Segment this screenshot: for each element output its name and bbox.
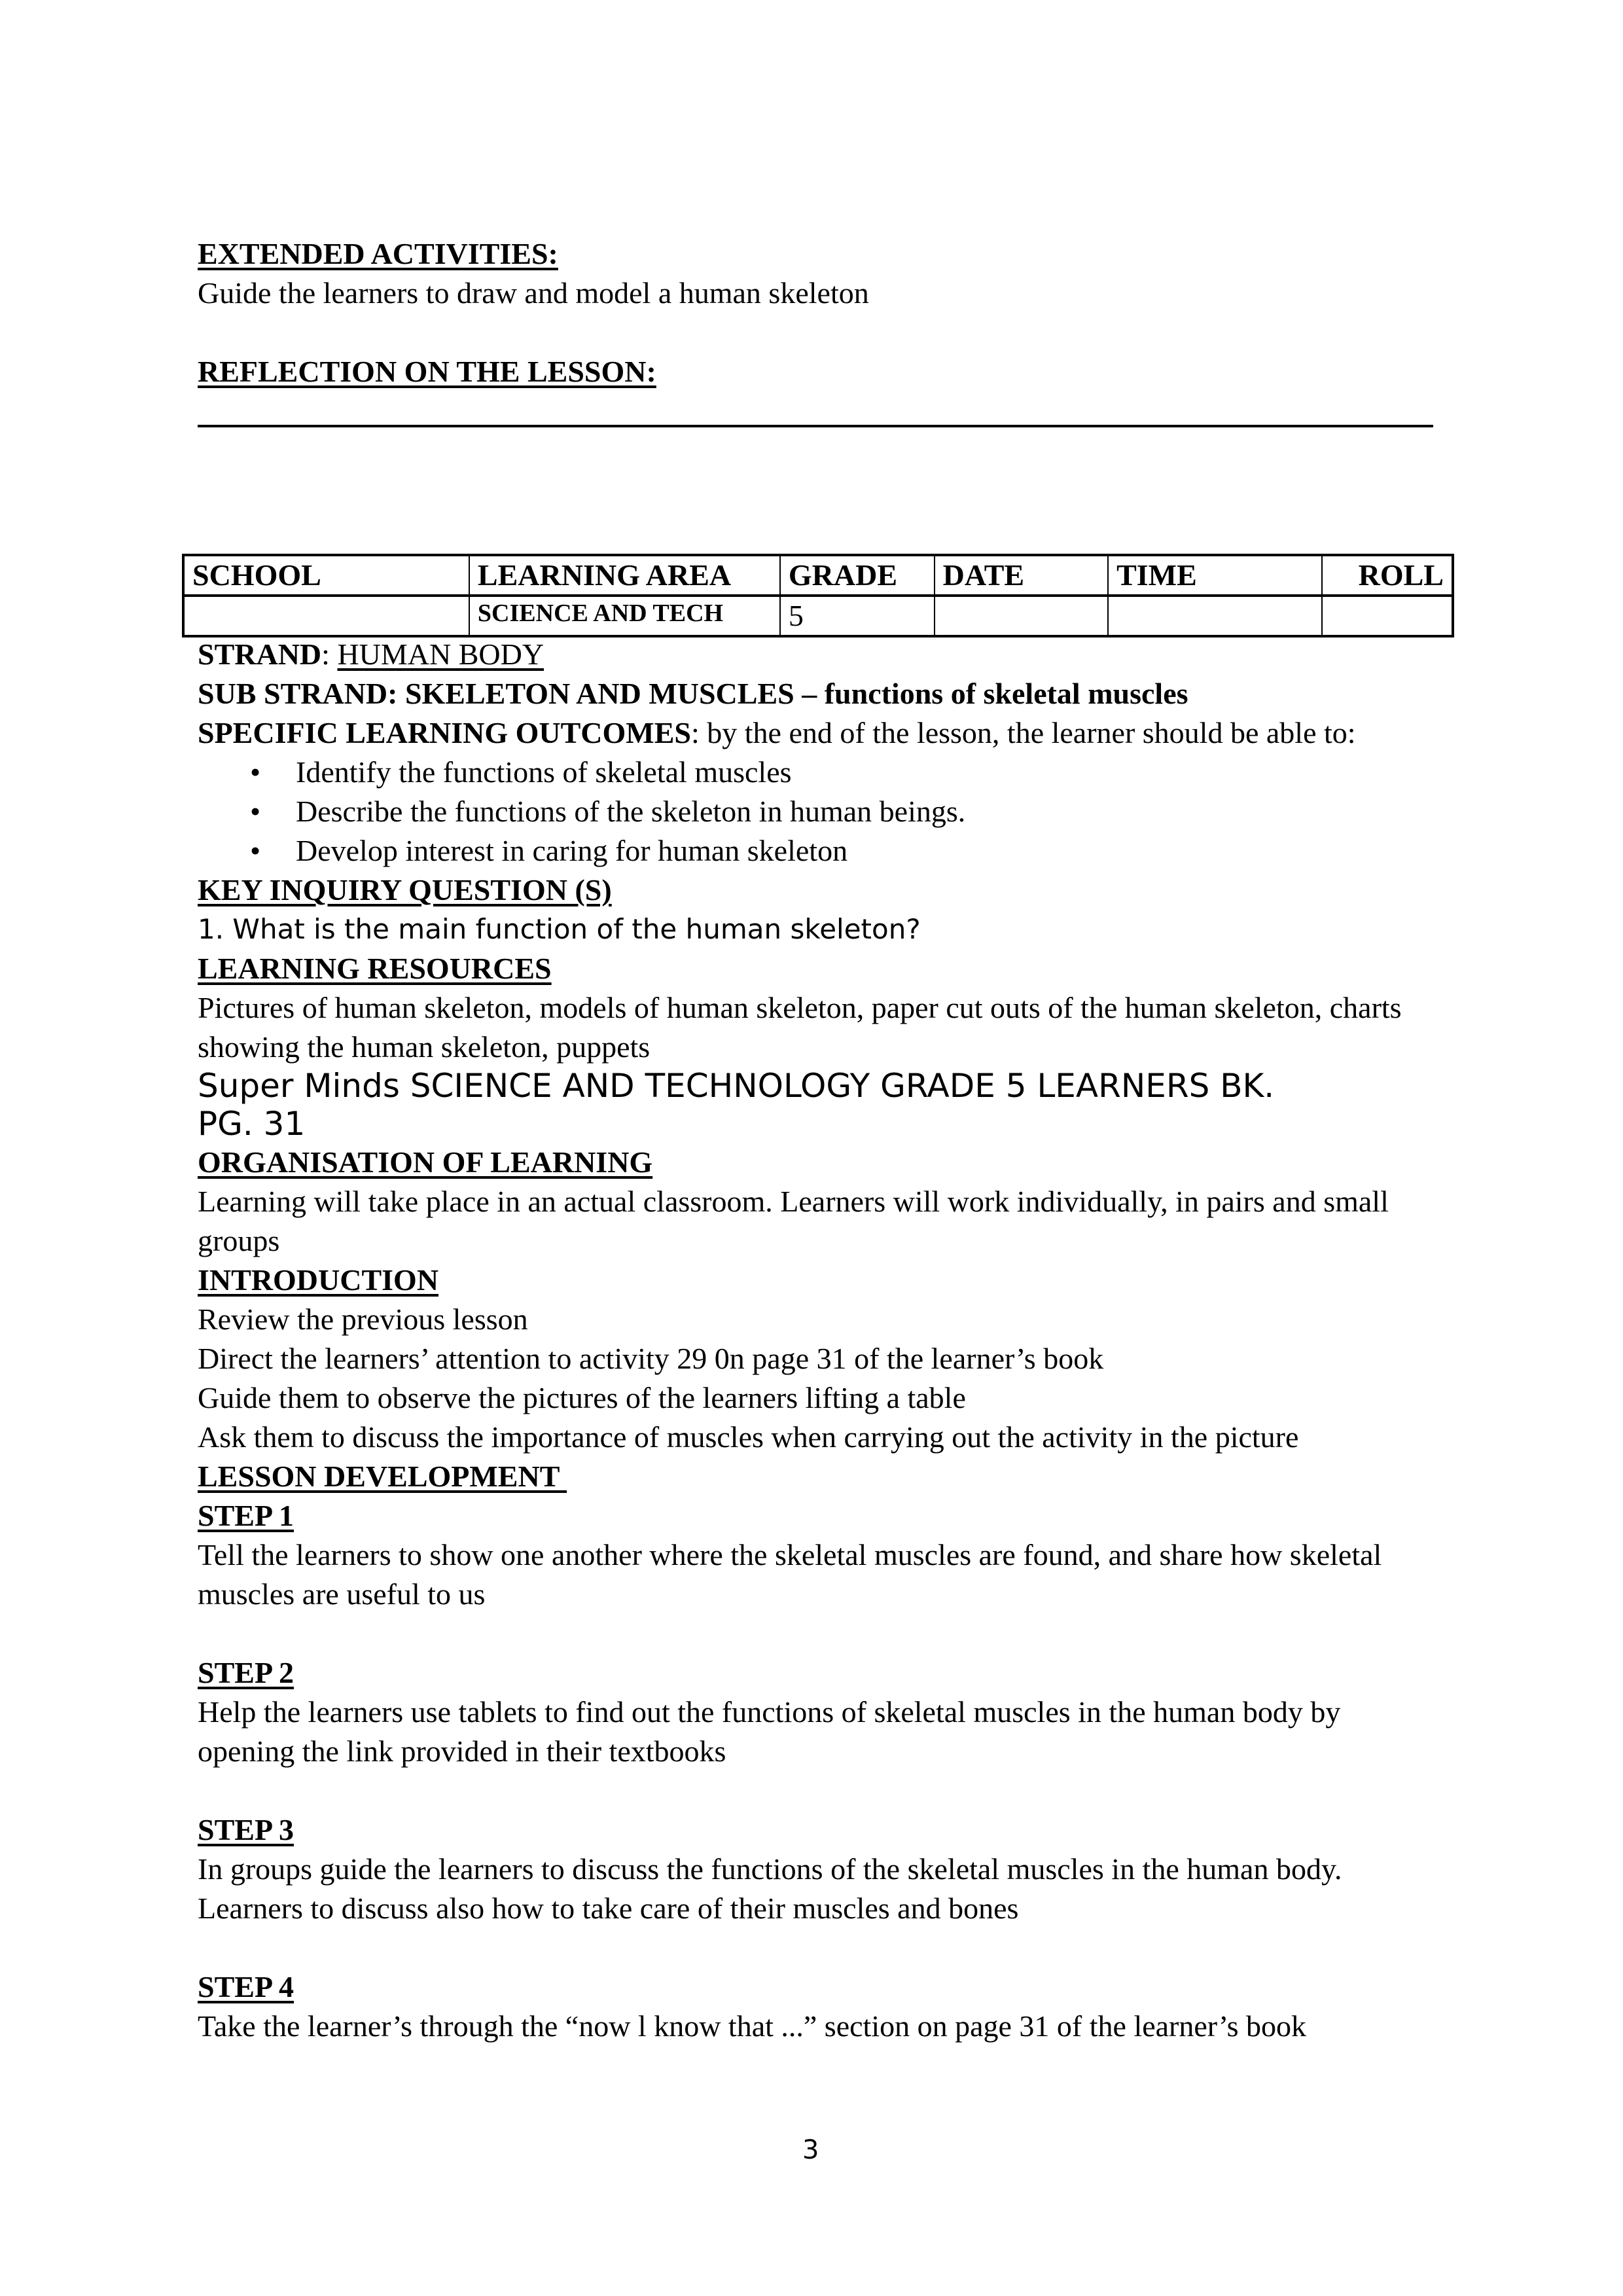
strand-section — [198, 635, 1441, 2046]
step-2-title: STEP 2 — [198, 1656, 294, 1689]
learning-area-value: SCIENCE AND TECH — [469, 596, 780, 636]
bullet-icon: • — [250, 755, 261, 789]
roll-value — [1322, 596, 1453, 636]
reflection-answer-line — [198, 425, 1433, 427]
outcome-item: • Develop interest in caring for human skeleton — [198, 831, 1441, 870]
step-3-text: In groups guide the learners to discuss the functions of the skeletal muscles in the human body. — [198, 1852, 1342, 1886]
strand-value: HUMAN BODY — [337, 637, 544, 671]
reflection-section — [198, 352, 1441, 391]
introduction-heading: INTRODUCTION — [198, 1263, 439, 1297]
step-1-text: Tell the learners to show one another where the skeletal muscles are found, and share how skeletal muscles are useful to us — [198, 1538, 1382, 1611]
spacer — [198, 1928, 1441, 1967]
outcome-item: • Identify the functions of skeletal muscles — [198, 753, 1441, 792]
col-grade: GRADE — [780, 555, 935, 596]
outcomes-label: SPECIFIC LEARNING OUTCOMES — [198, 716, 691, 749]
col-learning-area: LEARNING AREA — [469, 555, 780, 596]
step-2-text: Help the learners use tablets to find out the functions of skeletal muscles in the human body by opening the link provided in their textbooks — [198, 1695, 1341, 1768]
introduction-line: Direct the learners’ attention to activity 29 0n page 31 of the learner’s book — [198, 1342, 1104, 1375]
extended-activities-heading: EXTENDED ACTIVITIES: — [198, 237, 558, 270]
step-3-title: STEP 3 — [198, 1813, 294, 1846]
introduction-line: Ask them to discuss the importance of muscles when carrying out the activity in the picture — [198, 1420, 1299, 1454]
lesson-header-table — [182, 554, 1454, 637]
resources-book-ref-line2: PG. 31 — [198, 1105, 306, 1143]
value-row — [183, 596, 1453, 636]
introduction-line: Review the previous lesson — [198, 1302, 528, 1336]
bullet-icon: • — [250, 795, 261, 828]
strand-label: STRAND — [198, 637, 322, 671]
outcomes-line — [198, 713, 1441, 753]
step-3-text-2: Learners to discuss also how to take care of their muscles and bones — [198, 1892, 1019, 1925]
spacer — [198, 1614, 1441, 1653]
page-number: 3 — [802, 2135, 819, 2165]
sub-strand-line: SUB STRAND: SKELETON AND MUSCLES – functions of skeletal muscles — [198, 677, 1188, 710]
resources-text: Pictures of human skeleton, models of human skeleton, paper cut outs of the human skeleton, charts showing the human skeleton, puppets — [198, 991, 1402, 1064]
col-time: TIME — [1108, 555, 1322, 596]
strand-sep: : — [321, 637, 338, 671]
col-school: SCHOOL — [183, 555, 469, 596]
school-value — [183, 596, 469, 636]
step-4-text: Take the learner’s through the “now l know that ...” section on page 31 of the learner’s book — [198, 2009, 1307, 2043]
spacer — [198, 1771, 1441, 1810]
col-roll: ROLL — [1322, 555, 1453, 596]
lesson-development-heading: LESSON DEVELOPMENT — [198, 1460, 567, 1493]
extended-activities-text: Guide the learners to draw and model a human skeleton — [198, 276, 869, 310]
key-inquiry-question: 1. What is the main function of the human skeleton? — [198, 913, 921, 945]
step-4-title: STEP 4 — [198, 1970, 294, 2003]
resources-heading: LEARNING RESOURCES — [198, 952, 552, 985]
outcome-item: • Describe the functions of the skeleton in human beings. — [198, 792, 1441, 831]
organisation-heading: ORGANISATION OF LEARNING — [198, 1145, 653, 1179]
outcomes-intro: : by the end of the lesson, the learner should be able to: — [691, 716, 1356, 749]
grade-value: 5 — [780, 596, 935, 636]
date-value — [935, 596, 1108, 636]
time-value — [1108, 596, 1322, 636]
col-date: DATE — [935, 555, 1108, 596]
outcomes-list — [198, 753, 1441, 870]
bullet-icon: • — [250, 834, 261, 867]
strand-line — [198, 635, 1441, 674]
resources-book-ref-line1: Super Minds SCIENCE AND TECHNOLOGY GRADE 5 LEARNERS BK. — [198, 1067, 1275, 1105]
step-1-title: STEP 1 — [198, 1499, 294, 1532]
key-inquiry-heading: KEY INQUIRY QUESTION (S) — [198, 873, 612, 906]
header-row — [183, 555, 1453, 596]
extended-activities-section — [198, 234, 1441, 313]
reflection-heading: REFLECTION ON THE LESSON: — [198, 355, 656, 388]
organisation-text: Learning will take place in an actual classroom. Learners will work individually, in pairs and small groups — [198, 1185, 1389, 1257]
introduction-line: Guide them to observe the pictures of the learners lifting a table — [198, 1381, 966, 1414]
